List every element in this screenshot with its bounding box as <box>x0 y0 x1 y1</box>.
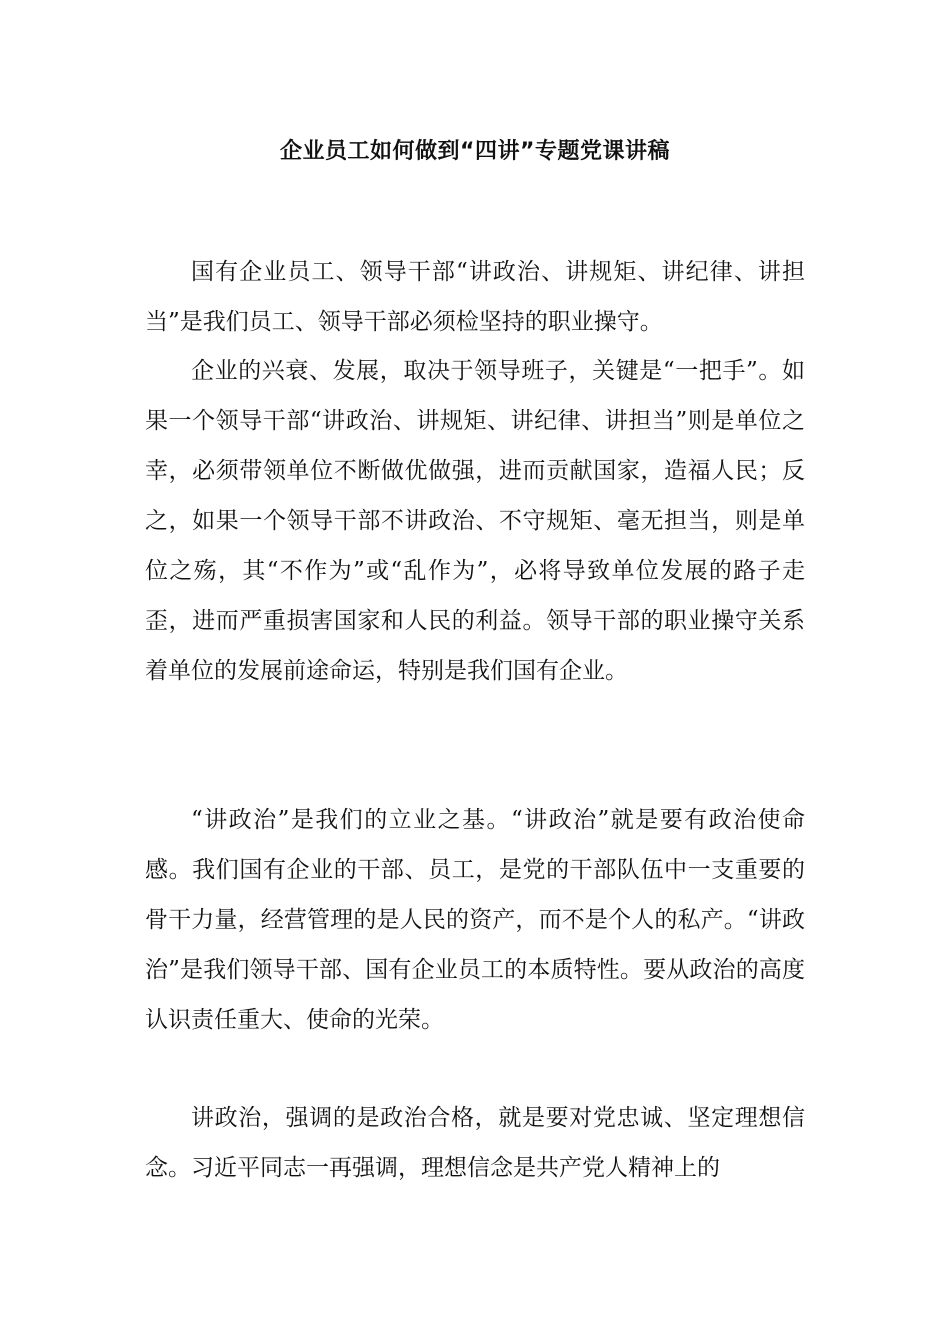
document-title: 企业员工如何做到“四讲”专题党课讲稿 <box>280 139 670 164</box>
paragraph-2: 企业的兴衰、发展，取决于领导班子，关键是“一把手”。如果一个领导干部“讲政治、讲规矩、讲纪律、讲担当”则是单位之幸，必须带领单位不断做优做强，进而贡献国家，造福人民；反之，如果一个领导干部不讲政治、不守规矩、毫无担当，则是单位之殇，其“不作为”或“乱作为”，必将导致单位发展的路子走歪，进而严重损害国家和人民的利益。领导干部的职业操守关系着单位的发展前途命运，特别是我们国有企业。 <box>145 358 805 684</box>
paragraph-3: “讲政治”是我们的立业之基。“讲政治”就是要有政治使命感。我们国有企业的干部、员工，是党的干部队伍中一支重要的骨干力量，经营管理的是人民的资产，而不是个人的私产。“讲政治”是我们领导干部、国有企业员工的本质特性。要从政治的高度认识责任重大、使命的光荣。 <box>145 807 805 1033</box>
paragraph-1: 国有企业员工、领导干部“讲政治、讲规矩、讲纪律、讲担当”是我们员工、领导干部必须检坚持的职业操守。 <box>145 259 805 335</box>
paragraph-4: 讲政治，强调的是政治合格，就是要对党忠诚、坚定理想信念。习近平同志一再强调，理想信念是共产党人精神上的 <box>145 1105 805 1181</box>
